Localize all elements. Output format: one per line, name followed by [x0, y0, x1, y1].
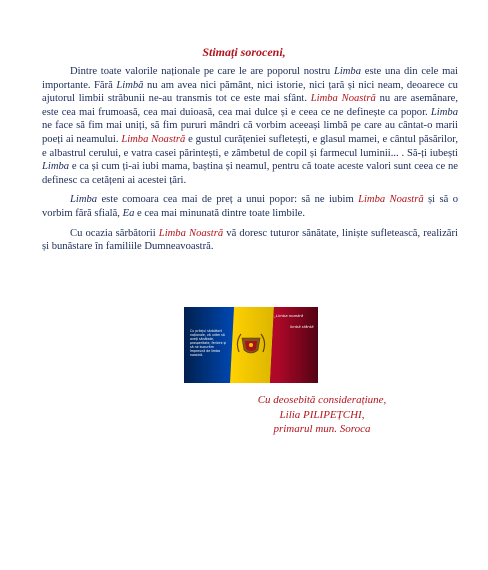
text-run: Dintre toate valorile naționale pe care le are poporul nostru [70, 66, 334, 77]
italic-word: Limbă [116, 79, 144, 91]
italic-word: Limba [430, 106, 458, 118]
paragraph-1 [42, 65, 458, 187]
text-run: nu am avea nici pământ, nici istorie, nici țară și nici neam, deoarece cu ajutorul limbii străbunii ne-au transmis tot ce este mai sfânt. [42, 79, 458, 105]
flag-caption-left: Cu prilejul sărbătorii naționale, vă urăm să aveți sănătate, prosperitate, fericire și să ne bucurăm împreună de limba noastră. [190, 329, 227, 357]
paragraph-3 [42, 227, 458, 254]
text-run: ne face să fim mai uniți, să fim pururi mândri că vorbim aceeași limbă pe care au cântat-o marii poeți ai neamului. [42, 120, 458, 145]
italic-word: Limba [70, 194, 98, 206]
text-run: e cea mai minunată dintre toate limbile. [134, 207, 306, 219]
text-run: nu are asemănare, este cea mai frumoasă, cea mai duioasă, cea mai dulce și e ceea ce ne definește ca popor. [42, 93, 458, 118]
text-run: este una din cele mai importante. Fără [42, 66, 458, 91]
italic-word: Limba [333, 66, 362, 77]
signature-block [212, 393, 432, 437]
flag-caption-right-1: „Limba noastră [274, 313, 304, 318]
signature-closing: Cu deosebită considerațiune, [257, 394, 387, 406]
letter-body [42, 65, 458, 260]
text-run: și să o vorbim fără sfială, [42, 194, 458, 219]
highlight-phrase: Limba Noastră [121, 133, 186, 145]
flag-caption-right-2: limbă sfântă [290, 324, 314, 329]
text-run: e gustul curățeniei sufletești, e glasul mamei, e cântul păsărilor, e albastrul cerului, e vatra casei părintești, e zâmbetul de copil și farmecul luminii... . Să-ți iubești [42, 133, 458, 159]
signature-title: primarul mun. Soroca [273, 423, 371, 435]
text-run: e ca și cum ți-ai iubi mama, baștina și neamul, pentru că toate aceste valori sunt ceea ce ne definesc ca cetățeni ai acestei țări. [42, 161, 458, 186]
paragraph-2 [42, 193, 458, 220]
italic-word: Limba [42, 161, 70, 173]
text-run: Cu ocazia sărbătorii [70, 227, 159, 239]
italic-word: Ea [122, 207, 135, 219]
highlight-phrase: Limba Noastră [310, 93, 376, 105]
moldova-flag-image [184, 307, 318, 383]
greeting: Stimați soroceni, [202, 45, 286, 59]
signature-name: Lilia PILIPEȚCHI, [279, 408, 365, 421]
highlight-phrase: Limba Noastră [358, 194, 424, 206]
highlight-phrase: Limba Noastră [158, 227, 224, 239]
text-run: este comoara cea mai de preț a unui popor: să ne iubim [97, 194, 359, 206]
text-run: vă doresc tuturor sănătate, liniște sufletească, realizări și bunăstare în familiile Dumneavoastră. [42, 227, 458, 253]
